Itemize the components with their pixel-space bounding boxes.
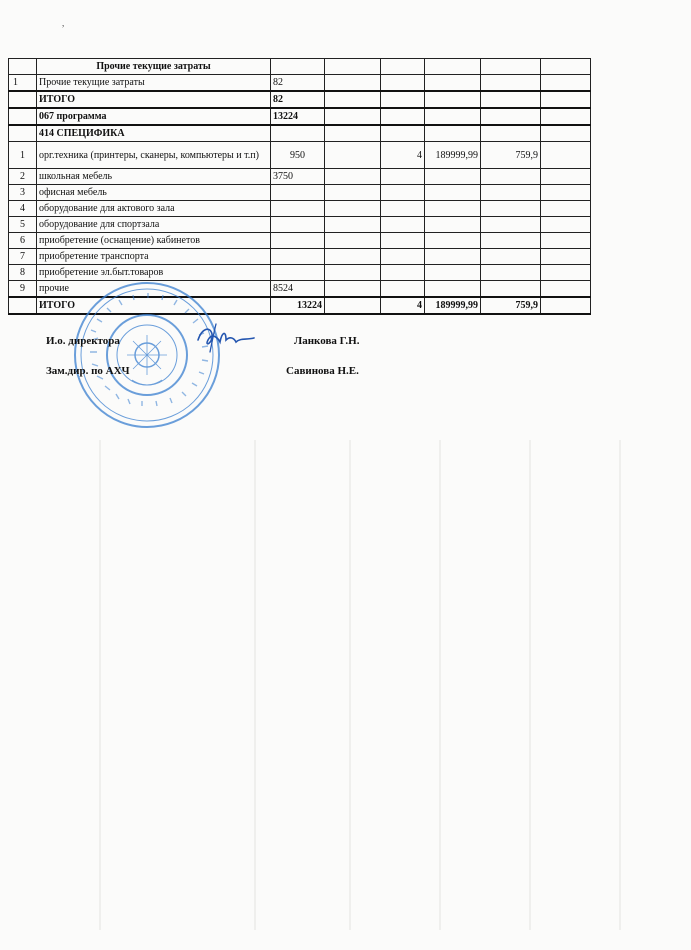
table-row bbox=[9, 142, 591, 169]
row-name: приобретение (оснащение) кабинетов bbox=[37, 233, 271, 249]
row-name: прочие bbox=[37, 281, 271, 298]
table-row bbox=[9, 201, 591, 217]
table-row bbox=[9, 249, 591, 265]
corner-mark: , bbox=[62, 18, 65, 28]
row-amount: 82 bbox=[271, 75, 325, 92]
row-name: оборудование для актового зала bbox=[37, 201, 271, 217]
row-number: 4 bbox=[9, 201, 37, 217]
row-number: 8 bbox=[9, 265, 37, 281]
total-qty: 4 bbox=[381, 297, 425, 314]
section-header: Прочие текущие затраты bbox=[37, 59, 271, 75]
director-title: И.о. директора bbox=[46, 335, 120, 347]
section-header-row bbox=[9, 59, 591, 75]
program-amount: 13224 bbox=[271, 108, 325, 125]
program-row bbox=[9, 108, 591, 125]
row-number: 1 bbox=[9, 142, 37, 169]
program-label: 067 программа bbox=[37, 108, 271, 125]
row-name: приобретение транспорта bbox=[37, 249, 271, 265]
total-price: 189999,99 bbox=[425, 297, 481, 314]
deputy-name: Савинова Н.Е. bbox=[286, 365, 359, 377]
specifika-header-row bbox=[9, 125, 591, 142]
row-name: приобретение эл.быт.товаров bbox=[37, 265, 271, 281]
row-qty: 4 bbox=[381, 142, 425, 169]
total-amount: 13224 bbox=[271, 297, 325, 314]
row-amount: 950 bbox=[271, 142, 325, 169]
row-name: оборудование для спортзала bbox=[37, 217, 271, 233]
row-name: Прочие текущие затраты bbox=[37, 75, 271, 92]
table-row bbox=[9, 75, 591, 92]
row-number: 9 bbox=[9, 281, 37, 298]
total-label: ИТОГО bbox=[37, 91, 271, 108]
row-number: 3 bbox=[9, 185, 37, 201]
table-row bbox=[9, 185, 591, 201]
row-sum: 759,9 bbox=[481, 142, 541, 169]
row-name: школьная мебель bbox=[37, 169, 271, 185]
table-row bbox=[9, 265, 591, 281]
signature-icon bbox=[190, 318, 260, 358]
row-amount: 8524 bbox=[271, 281, 325, 298]
specifika-header: 414 СПЕЦИФИКА bbox=[37, 125, 271, 142]
row-number: 5 bbox=[9, 217, 37, 233]
total-row bbox=[9, 91, 591, 108]
row-number: 1 bbox=[9, 75, 37, 92]
row-name: офисная мебель bbox=[37, 185, 271, 201]
total-sum: 759,9 bbox=[481, 297, 541, 314]
row-number: 6 bbox=[9, 233, 37, 249]
total-amount: 82 bbox=[271, 91, 325, 108]
director-name: Ланкова Г.Н. bbox=[294, 335, 360, 347]
row-name: орг.техника (принтеры, сканеры, компьютеры и т.п) bbox=[37, 142, 271, 169]
row-amount: 3750 bbox=[271, 169, 325, 185]
table-row bbox=[9, 217, 591, 233]
budget-table bbox=[8, 58, 591, 315]
row-price: 189999,99 bbox=[425, 142, 481, 169]
total-label: ИТОГО bbox=[37, 297, 271, 314]
row-number: 2 bbox=[9, 169, 37, 185]
deputy-title: Зам.дир. по АХЧ bbox=[46, 365, 130, 377]
table-row bbox=[9, 233, 591, 249]
table-row bbox=[9, 169, 591, 185]
row-number: 7 bbox=[9, 249, 37, 265]
show-through-lines bbox=[0, 430, 691, 950]
